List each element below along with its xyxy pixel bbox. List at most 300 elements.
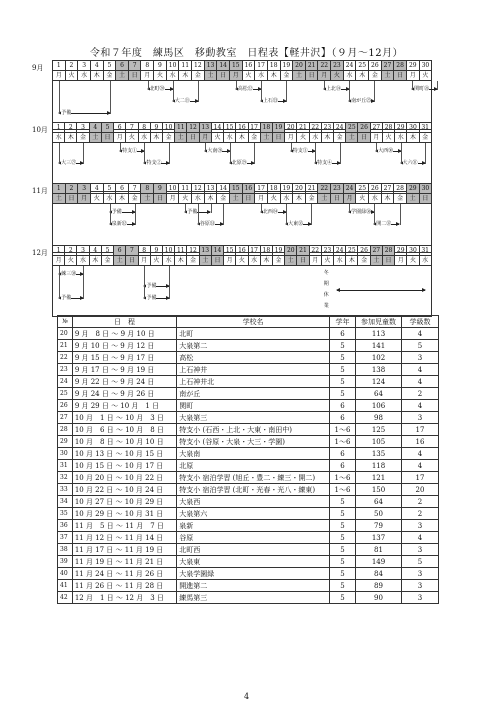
schedule-tick [148, 81, 149, 90]
schedule-label: 大東㉟ [288, 221, 304, 227]
weekday-cell: 土 [261, 133, 273, 142]
schedule-tick [83, 143, 84, 164]
weekday-cell: 月 [230, 71, 243, 80]
cell-no: 40 [58, 568, 73, 580]
weekday-cell: 金 [369, 71, 382, 80]
weekday-cell: 木 [293, 194, 306, 203]
cell-classes: 3 [401, 352, 438, 364]
header-no: № [58, 316, 73, 328]
schedule-label: 大西㉚ [378, 148, 394, 154]
date-cell: 22 [318, 61, 331, 70]
table-row [58, 448, 439, 460]
weekday-cell: 土 [371, 256, 383, 265]
weekday-cell: 日 [126, 256, 138, 265]
weekday-cell: 火 [154, 71, 167, 80]
cell-no: 36 [58, 520, 73, 532]
date-cell: 14 [212, 246, 224, 255]
weekday-cell: 日 [129, 71, 142, 80]
date-row [53, 123, 431, 132]
cell-classes: 20 [401, 484, 438, 496]
date-cell: 5 [104, 184, 117, 193]
cell-count: 150 [356, 484, 402, 496]
schedule-tick [286, 204, 287, 225]
weekday-cell: 水 [77, 256, 89, 265]
cell-name: 関町 [177, 400, 330, 412]
date-cell: 21 [306, 184, 319, 193]
cell-name: 谷原 [177, 532, 330, 544]
weekday-cell: 日 [187, 133, 199, 142]
schedule-label: 泉新㉜ [111, 221, 127, 227]
date-cell: 29 [407, 61, 420, 70]
cell-no: 27 [58, 412, 73, 424]
weekday-cell: 金 [334, 133, 346, 142]
weekday-cell: 月 [78, 194, 91, 203]
cell-no: 26 [58, 400, 73, 412]
date-cell: 22 [310, 246, 322, 255]
date-cell: 4 [90, 246, 102, 255]
table-row [58, 352, 439, 364]
weekday-cell: 水 [281, 194, 294, 203]
weekday-cell: 月 [224, 256, 236, 265]
date-cell: 20 [285, 123, 297, 132]
weekday-cell: 火 [66, 71, 79, 80]
weekday-cell: 木 [90, 256, 102, 265]
date-cell: 27 [371, 123, 383, 132]
schedule-tick [286, 81, 287, 102]
weekday-cell: 火 [422, 72, 429, 79]
cell-classes: 17 [401, 472, 438, 484]
cell-count: 50 [356, 508, 402, 520]
cell-date: 10 月 13 日 ～ 10 月 15 日 [72, 448, 176, 460]
weekday-cell: 木 [261, 256, 273, 265]
date-cell: 1 [53, 61, 66, 70]
weekday-cell: 木 [151, 133, 163, 142]
weekday-cell: 土 [382, 71, 395, 80]
date-cell: 28 [394, 61, 407, 70]
date-cell: 21 [297, 123, 309, 132]
schedule-tick [83, 266, 84, 299]
cell-name: 北原 [177, 460, 330, 472]
winter-break-note: 冬 [323, 270, 329, 276]
cell-date: 11 月 19 日 ～ 11 月 21 日 [72, 556, 176, 568]
date-cell: 23 [331, 184, 344, 193]
date-cell: 29 [395, 246, 407, 255]
date-cell: 11 [179, 61, 192, 70]
date-cell: 14 [217, 184, 230, 193]
table-row [58, 472, 439, 484]
weekday-cell: 金 [358, 256, 370, 265]
date-cell: 23 [322, 246, 334, 255]
weekday-cell: 木 [175, 256, 187, 265]
cell-date: 10 月 1 日 ～ 10 月 3 日 [72, 412, 176, 424]
weekday-cell: 金 [192, 71, 205, 80]
weekday-row [53, 193, 431, 203]
date-cell: 10 [167, 184, 180, 193]
cell-no: 34 [58, 496, 73, 508]
schedule-label: 学園緑㊱ [351, 209, 372, 215]
cell-date: 9 月 22 日 ～ 9 月 24 日 [72, 376, 176, 388]
date-cell: 9 [154, 61, 167, 70]
weekday-cell: 土 [175, 133, 187, 142]
weekday-cell: 水 [167, 71, 180, 80]
date-row [53, 246, 431, 255]
weekday-cell: 月 [53, 71, 66, 80]
date-cell: 8 [139, 246, 151, 255]
schedule-tick [349, 81, 350, 102]
schedule-tick [340, 143, 341, 164]
date-cell: 31 [421, 247, 429, 254]
weekday-cell: 日 [154, 194, 167, 203]
weekday-cell: 金 [129, 194, 142, 203]
date-cell: 31 [421, 124, 429, 131]
weekday-cell: 日 [66, 194, 79, 203]
weekday-cell: 土 [293, 71, 306, 80]
date-cell: 18 [268, 184, 281, 193]
weekday-cell: 木 [116, 194, 129, 203]
table-header-row [58, 316, 439, 328]
cell-date: 12 月 1 日 ～ 12 月 3 日 [72, 592, 176, 604]
weekday-cell: 金 [77, 133, 89, 142]
schedule-label: 北西㉞ [262, 209, 278, 215]
cell-grade: 5 [329, 580, 355, 592]
weekday-cell: 木 [382, 194, 395, 203]
cell-count: 102 [356, 352, 402, 364]
weekday-cell: 水 [249, 256, 261, 265]
date-cell: 22 [310, 123, 322, 132]
date-cell: 7 [129, 184, 142, 193]
table-row [58, 400, 439, 412]
table-row [58, 388, 439, 400]
schedule-tick [376, 143, 377, 152]
date-cell: 9 [151, 123, 163, 132]
date-cell: 21 [297, 246, 309, 255]
cell-date: 11 月 5 日 ～ 11 月 7 日 [72, 520, 176, 532]
date-cell: 12 [187, 246, 199, 255]
cell-no: 22 [58, 352, 73, 364]
weekday-cell: 木 [179, 71, 192, 80]
weekday-cell: 水 [422, 257, 429, 264]
date-cell: 11 [179, 184, 192, 193]
weekday-cell: 月 [255, 194, 268, 203]
cell-classes: 4 [401, 376, 438, 388]
table-row [58, 592, 439, 604]
winter-break-arrow [337, 290, 425, 291]
date-cell: 14 [217, 61, 230, 70]
weekday-cell: 日 [217, 71, 230, 80]
cell-classes: 3 [401, 544, 438, 556]
schedule-label: 上石㉓ [262, 98, 278, 104]
cell-date: 9 月 15 日 ～ 9 月 17 日 [72, 352, 176, 364]
cell-grade: 6 [329, 460, 355, 472]
date-cell: 16 [243, 184, 256, 193]
weekday-cell: 木 [407, 133, 419, 142]
schedule-tick [59, 143, 60, 164]
weekday-cell: 金 [394, 194, 407, 203]
cell-grade: 5 [329, 544, 355, 556]
weekday-cell: 日 [394, 71, 407, 80]
cell-classes: 4 [401, 328, 438, 340]
cell-name: 特支小 (谷原・大泉・大三・学園) [177, 436, 330, 448]
cell-grade: 5 [329, 364, 355, 376]
cell-count: 124 [356, 376, 402, 388]
weekday-cell: 火 [151, 256, 163, 265]
cell-name: 大泉第六 [177, 508, 330, 520]
weekday-cell: 日 [306, 71, 319, 80]
date-cell: 13 [200, 246, 212, 255]
date-cell: 29 [395, 123, 407, 132]
cell-date: 10 月 15 日 ～ 10 月 17 日 [72, 460, 176, 472]
date-cell: 19 [273, 246, 285, 255]
date-cell: 3 [78, 184, 91, 193]
date-cell: 4 [91, 184, 104, 193]
schedule-tick [59, 266, 60, 299]
cell-classes: 2 [401, 388, 438, 400]
date-cell: 24 [344, 61, 357, 70]
date-cell: 6 [116, 61, 129, 70]
date-cell: 30 [407, 246, 419, 255]
cell-classes: 3 [401, 580, 438, 592]
schedule-label: 大三㉗ [61, 160, 77, 166]
date-cell: 13 [205, 184, 218, 193]
cell-no: 20 [58, 328, 73, 340]
schedule-tick [425, 143, 426, 164]
cell-count: 64 [356, 496, 402, 508]
date-cell: 1 [53, 184, 66, 193]
cell-name: 開進第二 [177, 580, 330, 592]
cell-name: 上石神井 [177, 364, 330, 376]
cell-count: 81 [356, 544, 402, 556]
date-cell: 4 [91, 61, 104, 70]
schedule-label: 予備 [61, 295, 72, 301]
schedule-label: 谷原㉝ [199, 221, 215, 227]
date-cell: 27 [382, 61, 395, 70]
schedule-tick [236, 81, 237, 90]
table-body [58, 328, 439, 604]
date-cell: 28 [383, 246, 395, 255]
cell-count: 149 [356, 556, 402, 568]
month-label-dec: 12月 [32, 249, 48, 257]
date-cell: 25 [346, 123, 358, 132]
schedule-tick [324, 81, 325, 90]
weekday-cell: 火 [331, 71, 344, 80]
weekday-cell: 月 [344, 194, 357, 203]
date-cell: 26 [358, 123, 370, 132]
cell-no: 32 [58, 472, 73, 484]
weekday-cell: 火 [179, 194, 192, 203]
table-row [58, 436, 439, 448]
schedule-table [57, 315, 439, 604]
cell-no: 39 [58, 556, 73, 568]
cell-grade: 5 [329, 520, 355, 532]
weekday-cell: 月 [139, 256, 151, 265]
cell-count: 89 [356, 580, 402, 592]
cell-classes: 3 [401, 592, 438, 604]
cell-count: 84 [356, 568, 402, 580]
weekday-cell: 金 [281, 71, 294, 80]
weekday-cell: 火 [243, 71, 256, 80]
weekday-cell: 水 [395, 133, 407, 142]
schedule-tick [173, 81, 174, 102]
calendar-october [52, 122, 432, 192]
table-row [58, 340, 439, 352]
weekday-cell: 木 [236, 133, 248, 142]
schedule-label: 大二㉑ [174, 98, 190, 104]
date-cell: 25 [356, 184, 369, 193]
weekday-cell: 金 [422, 134, 429, 141]
calendar-september [52, 60, 432, 130]
cell-no: 21 [58, 340, 73, 352]
date-cell: 25 [346, 246, 358, 255]
date-cell: 20 [285, 246, 297, 255]
weekday-cell: 木 [65, 133, 77, 142]
date-cell: 13 [200, 123, 212, 132]
date-cell: 21 [306, 61, 319, 70]
cell-count: 125 [356, 424, 402, 436]
date-cell: 22 [318, 184, 331, 193]
date-cell: 3 [78, 61, 91, 70]
date-cell: 17 [255, 61, 268, 70]
date-cell: 20 [293, 61, 306, 70]
weekday-row [53, 255, 431, 265]
cell-no: 33 [58, 484, 73, 496]
schedule-label: 北原㉙ [231, 160, 247, 166]
date-cell: 6 [114, 246, 126, 255]
cell-classes: 4 [401, 460, 438, 472]
cell-grade: 6 [329, 328, 355, 340]
date-cell: 16 [236, 246, 248, 255]
cell-name: 大泉学園緑 [177, 568, 330, 580]
date-cell: 7 [126, 246, 138, 255]
winter-break-note: 期 [323, 281, 329, 287]
cell-grade: 6 [329, 412, 355, 424]
weekday-cell: 月 [53, 256, 65, 265]
weekday-cell: 水 [369, 194, 382, 203]
weekday-cell: 土 [230, 194, 243, 203]
cell-no: 29 [58, 436, 73, 448]
weekday-cell: 日 [420, 194, 432, 203]
date-row [53, 61, 431, 70]
schedule-tick [120, 143, 121, 152]
date-cell: 7 [126, 123, 138, 132]
cell-name: 大泉西 [177, 496, 330, 508]
date-cell: 16 [236, 123, 248, 132]
cell-no: 23 [58, 364, 73, 376]
weekday-cell: 月 [371, 133, 383, 142]
date-cell: 29 [407, 184, 420, 193]
table-row [58, 532, 439, 544]
weekday-cell: 火 [383, 133, 395, 142]
schedule-label: 予備 [111, 209, 122, 215]
date-cell: 28 [383, 123, 395, 132]
schedule-label: 予備 [187, 209, 198, 215]
winter-break-note: 業 [323, 303, 329, 309]
schedule-tick [169, 266, 170, 299]
cell-no: 35 [58, 508, 73, 520]
date-cell: 25 [356, 61, 369, 70]
cell-count: 113 [356, 328, 402, 340]
schedule-label: 特支② [146, 160, 162, 166]
weekday-cell: 金 [163, 133, 175, 142]
date-cell: 7 [129, 61, 142, 70]
weekday-cell: 木 [268, 71, 281, 80]
weekday-cell: 火 [407, 256, 419, 265]
date-cell: 19 [273, 123, 285, 132]
weekday-cell: 金 [249, 133, 261, 142]
weekday-cell: 火 [236, 256, 248, 265]
cell-grade: 5 [329, 352, 355, 364]
date-cell: 13 [205, 61, 218, 70]
date-cell: 10 [163, 246, 175, 255]
date-cell: 30 [421, 185, 430, 192]
cell-no: 37 [58, 532, 73, 544]
date-cell: 2 [65, 246, 77, 255]
schedule-tick [211, 204, 212, 213]
date-cell: 5 [102, 123, 114, 132]
weekday-cell: 水 [139, 133, 151, 142]
schedule-tick [401, 143, 402, 164]
cell-classes: 4 [401, 400, 438, 412]
table-row [58, 484, 439, 496]
date-cell: 28 [394, 184, 407, 193]
month-label-nov: 11月 [32, 187, 48, 195]
cell-name: 特支小 宿泊学習 (旭丘・豊二・練三・開二) [177, 472, 330, 484]
cell-grade: 6 [329, 448, 355, 460]
weekday-cell: 土 [116, 71, 129, 80]
cell-name: 特支小 (石西・上北・大東・南田中) [177, 424, 330, 436]
cell-date: 10 月 8 日 ～ 10 月 10 日 [72, 436, 176, 448]
schedule-tick [437, 81, 438, 90]
weekday-cell: 水 [104, 194, 117, 203]
weekday-cell: 土 [141, 194, 154, 203]
weekday-cell: 月 [310, 256, 322, 265]
weekday-cell: 月 [167, 194, 180, 203]
schedule-tick [135, 204, 136, 225]
cell-name: 北町西 [177, 544, 330, 556]
date-cell: 11 [175, 123, 187, 132]
cell-grade: 1～6 [329, 484, 355, 496]
cell-name: 大泉南 [177, 448, 330, 460]
weekday-cell: 金 [102, 256, 114, 265]
cell-classes: 4 [401, 532, 438, 544]
weekday-cell: 金 [273, 256, 285, 265]
date-cell: 4 [90, 123, 102, 132]
cell-date: 11 月 24 日 ～ 11 月 26 日 [72, 568, 176, 580]
weekday-cell: 木 [205, 194, 218, 203]
cell-count: 64 [356, 388, 402, 400]
date-cell: 24 [334, 123, 346, 132]
schedule-tick [374, 204, 375, 225]
cell-count: 79 [356, 520, 402, 532]
date-cell: 8 [141, 61, 154, 70]
table-row [58, 460, 439, 472]
schedule-label: 開二㊲ [376, 221, 392, 227]
cell-name: 南が丘 [177, 388, 330, 400]
date-cell: 27 [382, 184, 395, 193]
date-row [53, 184, 431, 193]
schedule-tick [315, 143, 316, 164]
date-cell: 15 [230, 61, 243, 70]
cell-count: 105 [356, 436, 402, 448]
weekday-cell: 火 [91, 194, 104, 203]
weekday-cell: 日 [102, 133, 114, 142]
weekday-cell: 水 [192, 194, 205, 203]
weekday-cell: 水 [53, 133, 65, 142]
cell-name: 大泉第三 [177, 412, 330, 424]
weekday-cell: 日 [273, 133, 285, 142]
schedule-label: 予備 [61, 110, 72, 116]
date-cell: 10 [163, 123, 175, 132]
schedule-tick [59, 81, 60, 114]
